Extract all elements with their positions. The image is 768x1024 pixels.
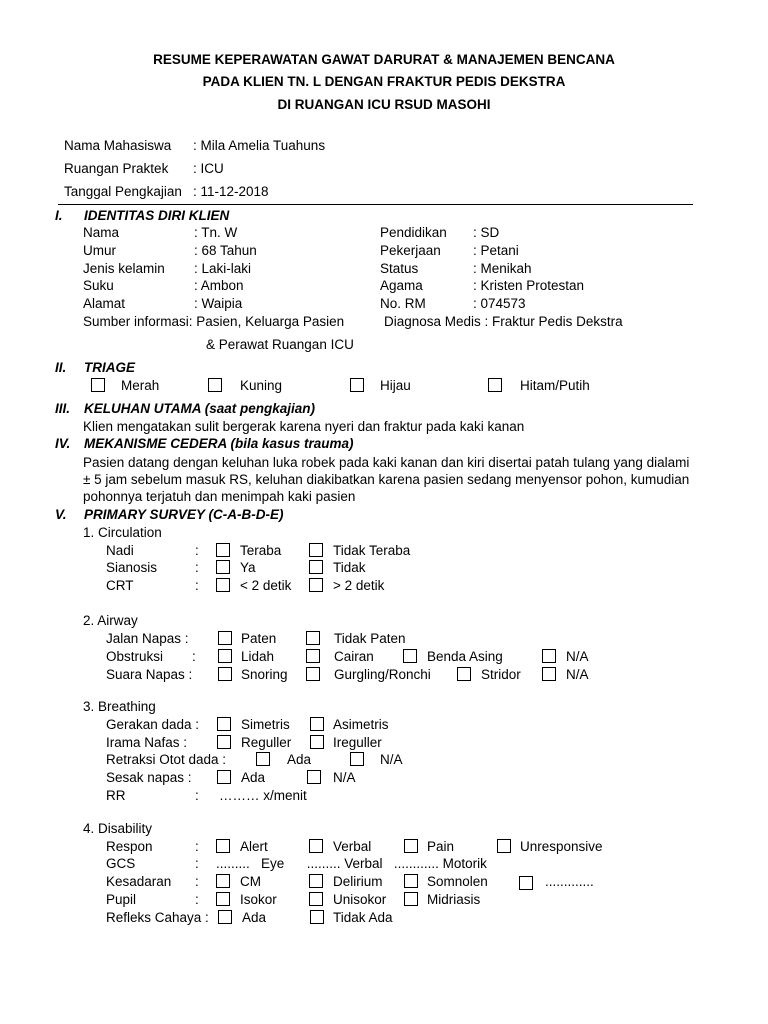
injury-mechanism-line-2: ± 5 jam sebelum masuk RS, keluhan diakibatkan karena pasien sedang menyensor pohon, kumudian	[83, 472, 690, 487]
triage-red-label: Merah	[121, 378, 160, 393]
muscle-retraction-label: Retraksi Otot dada :	[106, 752, 227, 767]
breath-sound-na-label: N/A	[566, 667, 589, 682]
pupil-anisocoric-label: Unisokor	[333, 892, 387, 907]
pulse-palpable-checkbox[interactable]	[216, 543, 230, 557]
document-title-line-3: DI RUANGAN ICU RSUD MASOHI	[277, 97, 491, 112]
section-heading-triage: TRIAGE	[84, 360, 136, 375]
patient-sex-value: : Laki-laki	[194, 261, 252, 276]
occupation-value: : Petani	[473, 243, 519, 258]
information-source-continued: & Perawat Ruangan ICU	[206, 337, 354, 352]
triage-black-label: Hitam/Putih	[520, 378, 590, 393]
breath-sound-gurgling-label: Gurgling/Ronchi	[334, 667, 431, 682]
pulse-label: Nadi	[106, 543, 134, 558]
breath-sound-na-checkbox[interactable]	[542, 667, 556, 681]
patient-sex-label: Jenis kelamin	[83, 261, 165, 276]
religion-value: : Kristen Protestan	[473, 278, 585, 293]
medical-record-label: No. RM	[380, 296, 426, 311]
chest-symmetric-label: Simetris	[241, 717, 290, 732]
gcs-value: ......... Eye ......... Verbal ............ Motorik	[216, 856, 487, 871]
disability-title: 4. Disability	[83, 821, 153, 836]
triage-green-checkbox[interactable]	[350, 378, 364, 392]
consciousness-delirium-label: Delirium	[333, 874, 383, 889]
retraction-na-label: N/A	[380, 752, 403, 767]
pupil-anisocoric-checkbox[interactable]	[309, 892, 323, 906]
pupil-isocoric-checkbox[interactable]	[216, 892, 230, 906]
breathing-title: 3. Breathing	[83, 699, 156, 714]
light-reflex-present-checkbox[interactable]	[218, 910, 232, 924]
obstruction-tongue-label: Lidah	[241, 649, 275, 664]
student-name-value: : Mila Amelia Tuahuns	[193, 138, 326, 153]
pupil-isocoric-label: Isokor	[240, 892, 277, 907]
consciousness-delirium-checkbox[interactable]	[309, 874, 323, 888]
rhythm-regular-label: Reguller	[241, 735, 292, 750]
marital-status-value: : Menikah	[473, 261, 532, 276]
pupil-label: Pupil	[106, 892, 137, 907]
assessment-date-value: : 11-12-2018	[193, 184, 269, 199]
obstruction-foreign-body-label: Benda Asing	[427, 649, 503, 664]
patient-name-label: Nama	[83, 225, 120, 240]
light-reflex-absent-checkbox[interactable]	[310, 910, 324, 924]
patient-age-value: : 68 Tahun	[194, 243, 257, 258]
response-unresponsive-label: Unresponsive	[520, 839, 603, 854]
dyspnea-present-checkbox[interactable]	[217, 770, 231, 784]
breath-sound-stridor-label: Stridor	[481, 667, 521, 682]
airway-patency-label: Jalan Napas :	[106, 631, 189, 646]
retraction-present-checkbox[interactable]	[256, 752, 270, 766]
response-label: Respon	[106, 839, 153, 854]
consciousness-cm-checkbox[interactable]	[216, 874, 230, 888]
obstruction-fluid-label: Cairan	[334, 649, 374, 664]
patient-ethnicity-value: : Ambon	[194, 278, 244, 293]
injury-mechanism-line-1: Pasien datang dengan keluhan luka robek pada kaki kanan dan kiri disertai patah tulang yang dialami	[83, 455, 690, 470]
section-heading-injury-mechanism: MEKANISME CEDERA (bila kasus trauma)	[84, 436, 354, 451]
airway-title: 2. Airway	[83, 613, 138, 628]
airway-not-patent-checkbox[interactable]	[306, 631, 320, 645]
triage-green-label: Hijau	[380, 378, 411, 393]
airway-not-patent-label: Tidak Paten	[334, 631, 406, 646]
dyspnea-label: Sesak napas :	[106, 770, 192, 785]
pulse-palpable-label: Teraba	[240, 543, 282, 558]
medical-record-value: : 074573	[473, 296, 526, 311]
consciousness-label: Kesadaran	[106, 874, 172, 889]
consciousness-other-blank: .............	[545, 874, 594, 889]
light-reflex-absent-label: Tidak Ada	[333, 910, 393, 925]
dyspnea-present-label: Ada	[241, 770, 266, 785]
section-number-4: IV.	[55, 436, 71, 451]
cyanosis-yes-checkbox[interactable]	[216, 560, 230, 574]
retraction-present-label: Ada	[287, 752, 312, 767]
chest-asymmetric-label: Asimetris	[333, 717, 389, 732]
chest-movement-label: Gerakan dada :	[106, 717, 200, 732]
crt-under-2s-label: < 2 detik	[240, 578, 292, 593]
crt-under-2s-checkbox[interactable]	[216, 578, 230, 592]
cyanosis-label: Sianosis	[106, 560, 158, 575]
response-alert-checkbox[interactable]	[216, 839, 230, 853]
section-heading-primary-survey: PRIMARY SURVEY (C-A-B-D-E)	[84, 507, 284, 522]
breath-sound-label: Suara Napas :	[106, 667, 193, 682]
crt-over-2s-checkbox[interactable]	[309, 578, 323, 592]
pulse-not-palpable-checkbox[interactable]	[309, 543, 323, 557]
respiratory-rate-colon: :	[195, 788, 199, 803]
education-value: : SD	[473, 225, 500, 240]
gcs-colon: :	[195, 856, 199, 871]
obstruction-foreign-body-checkbox[interactable]	[403, 649, 417, 663]
triage-yellow-checkbox[interactable]	[208, 378, 222, 392]
rhythm-irregular-checkbox[interactable]	[310, 735, 324, 749]
patient-address-value: : Waipia	[194, 296, 243, 311]
obstruction-na-label: N/A	[566, 649, 589, 664]
header-divider	[58, 204, 693, 205]
breath-sound-snoring-label: Snoring	[241, 667, 288, 682]
obstruction-na-checkbox[interactable]	[542, 649, 556, 663]
cyanosis-no-checkbox[interactable]	[309, 560, 323, 574]
response-verbal-checkbox[interactable]	[309, 839, 323, 853]
airway-patent-checkbox[interactable]	[218, 631, 232, 645]
response-pain-label: Pain	[427, 839, 455, 854]
pupil-colon: :	[195, 892, 199, 907]
gcs-label: GCS	[106, 856, 136, 871]
response-colon: :	[195, 839, 199, 854]
section-number-3: III.	[55, 401, 71, 416]
circulation-title: 1. Circulation	[83, 525, 162, 540]
crt-colon: :	[195, 578, 199, 593]
rhythm-regular-checkbox[interactable]	[217, 735, 231, 749]
consciousness-somnolent-checkbox[interactable]	[404, 874, 418, 888]
chief-complaint-text: Klien mengatakan sulit bergerak karena nyeri dan fraktur pada kaki kanan	[83, 419, 525, 434]
cyanosis-yes-label: Ya	[240, 560, 256, 575]
triage-red-checkbox[interactable]	[91, 378, 105, 392]
chest-asymmetric-checkbox[interactable]	[310, 717, 324, 731]
dyspnea-na-checkbox[interactable]	[307, 770, 321, 784]
section-heading-complaint: KELUHAN UTAMA (saat pengkajian)	[84, 401, 316, 416]
triage-black-checkbox[interactable]	[488, 378, 502, 392]
cyanosis-no-label: Tidak	[333, 560, 366, 575]
respiratory-rate-value: ……… x/menit	[219, 788, 307, 803]
light-reflex-present-label: Ada	[242, 910, 267, 925]
pulse-not-palpable-label: Tidak Teraba	[333, 543, 411, 558]
response-alert-label: Alert	[240, 839, 268, 854]
assessment-date-label: Tanggal Pengkajian	[64, 184, 182, 199]
section-heading-identity: IDENTITAS DIRI KLIEN	[84, 208, 230, 223]
document-title-line-1: RESUME KEPERAWATAN GAWAT DARURAT & MANAJEMEN BENCANA	[153, 52, 615, 67]
patient-ethnicity-label: Suku	[83, 278, 114, 293]
consciousness-colon: :	[195, 874, 199, 889]
dyspnea-na-label: N/A	[333, 770, 356, 785]
retraction-na-checkbox[interactable]	[350, 752, 364, 766]
education-label: Pendidikan	[380, 225, 447, 240]
breath-sound-stridor-checkbox[interactable]	[457, 667, 471, 681]
pupil-mydriasis-label: Midriasis	[427, 892, 481, 907]
section-number-5: V.	[55, 507, 67, 522]
breathing-rhythm-label: Irama Nafas :	[106, 735, 188, 750]
information-source: Sumber informasi: Pasien, Keluarga Pasien	[83, 314, 345, 329]
medical-diagnosis: Diagnosa Medis : Fraktur Pedis Dekstra	[384, 314, 623, 329]
light-reflex-label: Refleks Cahaya :	[106, 910, 209, 925]
crt-label: CRT	[106, 578, 134, 593]
obstruction-fluid-checkbox[interactable]	[306, 649, 320, 663]
patient-address-label: Alamat	[83, 296, 126, 311]
consciousness-other-checkbox[interactable]	[519, 876, 533, 890]
religion-label: Agama	[380, 278, 423, 293]
practice-room-label: Ruangan Praktek	[64, 161, 169, 176]
patient-age-label: Umur	[83, 243, 116, 258]
obstruction-tongue-checkbox[interactable]	[218, 649, 232, 663]
breath-sound-gurgling-checkbox[interactable]	[306, 667, 320, 681]
chest-symmetric-checkbox[interactable]	[217, 717, 231, 731]
respiratory-rate-label: RR	[106, 788, 126, 803]
pupil-mydriasis-checkbox[interactable]	[404, 892, 418, 906]
response-verbal-label: Verbal	[333, 839, 372, 854]
rhythm-irregular-label: Ireguller	[333, 735, 382, 750]
breath-sound-snoring-checkbox[interactable]	[218, 667, 232, 681]
crt-over-2s-label: > 2 detik	[333, 578, 385, 593]
response-unresponsive-checkbox[interactable]	[497, 839, 511, 853]
practice-room-value: : ICU	[193, 161, 224, 176]
consciousness-cm-label: CM	[240, 874, 261, 889]
obstruction-colon: :	[192, 649, 196, 664]
pulse-colon: :	[195, 543, 199, 558]
occupation-label: Pekerjaan	[380, 243, 441, 258]
airway-patent-label: Paten	[241, 631, 277, 646]
response-pain-checkbox[interactable]	[404, 839, 418, 853]
section-number-1: I.	[55, 208, 63, 223]
injury-mechanism-line-3: pohonnya terjatuh dan menimpah kaki pasien	[83, 489, 356, 504]
patient-name-value: : Tn. W	[194, 225, 238, 240]
obstruction-label: Obstruksi	[106, 649, 164, 664]
document-title-line-2: PADA KLIEN TN. L DENGAN FRAKTUR PEDIS DEKSTRA	[202, 74, 566, 89]
student-name-label: Nama Mahasiswa	[64, 138, 172, 153]
marital-status-label: Status	[380, 261, 419, 276]
consciousness-somnolent-label: Somnolen	[427, 874, 488, 889]
triage-yellow-label: Kuning	[240, 378, 283, 393]
section-number-2: II.	[55, 360, 67, 375]
cyanosis-colon: :	[195, 560, 199, 575]
